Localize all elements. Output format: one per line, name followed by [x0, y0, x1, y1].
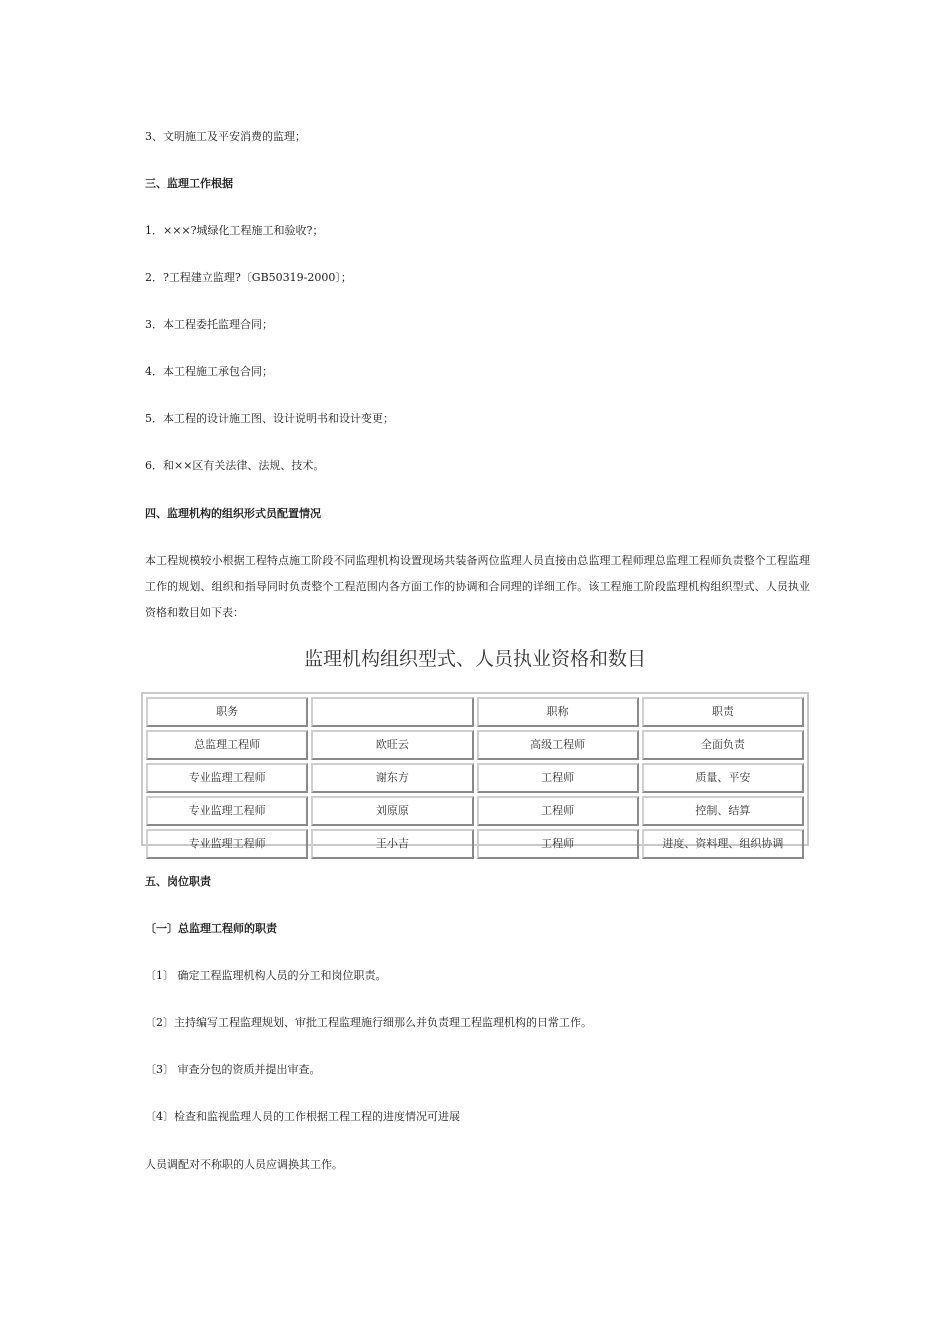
table-cell: 高级工程师 — [477, 730, 639, 760]
table-cell: 欧旺云 — [311, 730, 473, 760]
header-cell-position: 职务 — [146, 697, 308, 727]
table-title: 监理机构组织型式、人员执业资格和数目 — [303, 648, 646, 670]
table-cell: 工程师 — [477, 796, 639, 826]
duty-item: 〔1〕 确定工程监理机构人员的分工和岗位职责。 — [145, 969, 387, 982]
organization-paragraph: 本工程规模较小根据工程特点施工阶段不同监理机构设置现场共装备两位监理人员直接由总监理工程师理总监理工程师负责整个工程监理工作的规划、组织和指导同时负责整个工程范围内各方面工作的协调和合同理的详细工作。该工程施工阶段监理机构组织型式、人员执业资格和数目如下表： — [145, 554, 810, 619]
heading-supervision-basis: 三、监理工作根据 — [145, 177, 233, 190]
staff-table — [141, 692, 809, 850]
table-row — [146, 829, 804, 859]
table-header-row — [146, 697, 804, 727]
table-cell: 进度、资料理、组织协调 — [642, 829, 804, 859]
basis-item: 1．×××?城绿化工程施工和验收?； — [145, 224, 324, 237]
duty-item: 〔4〕检查和监视监理人员的工作根据工程工程的进度情况可进展 — [145, 1110, 460, 1123]
basis-item: 2．?工程建立监理?〔GB50319-2000〕； — [145, 271, 352, 284]
basis-item: 6．和××区有关法律、法规、技术。 — [145, 459, 325, 472]
header-cell-duty: 职责 — [642, 697, 804, 727]
heading-organization: 四、监理机构的组织形式员配置情况 — [145, 507, 321, 520]
table-cell: 专业监理工程师 — [146, 763, 308, 793]
table-cell: 质量、平安 — [642, 763, 804, 793]
table-cell: 工程师 — [477, 829, 639, 859]
table-cell: 全面负责 — [642, 730, 804, 760]
subheading-chief-engineer-duties: 〔一〕总监理工程师的职责 — [145, 922, 277, 935]
item-civil-construction: 3、文明施工及平安消费的监理； — [145, 130, 306, 143]
table-cell: 专业监理工程师 — [146, 796, 308, 826]
table-cell: 刘原原 — [311, 796, 473, 826]
table-row — [146, 763, 804, 793]
duty-item-continuation: 人员调配对不称职的人员应调换其工作。 — [145, 1158, 343, 1171]
header-cell-name — [311, 697, 473, 727]
basis-item: 3．本工程委托监理合同； — [145, 318, 273, 331]
table-cell: 总监理工程师 — [146, 730, 308, 760]
header-cell-title: 职称 — [477, 697, 639, 727]
table-cell: 谢东方 — [311, 763, 473, 793]
basis-item: 4．本工程施工承包合同； — [145, 365, 273, 378]
basis-item: 5．本工程的设计施工图、设计说明书和设计变更； — [145, 412, 394, 425]
table-row — [146, 730, 804, 760]
table-cell: 王小吉 — [311, 829, 473, 859]
duty-item: 〔3〕 审查分包的资质并提出审查。 — [145, 1063, 321, 1076]
duty-item: 〔2〕主持编写工程监理规划、审批工程监理施行细那么并负责理工程监理机构的日常工作。 — [145, 1016, 592, 1029]
table-row — [146, 796, 804, 826]
table-cell: 控制、结算 — [642, 796, 804, 826]
table-cell: 工程师 — [477, 763, 639, 793]
table-cell: 专业监理工程师 — [146, 829, 308, 859]
heading-job-duties: 五、岗位职责 — [145, 875, 211, 888]
